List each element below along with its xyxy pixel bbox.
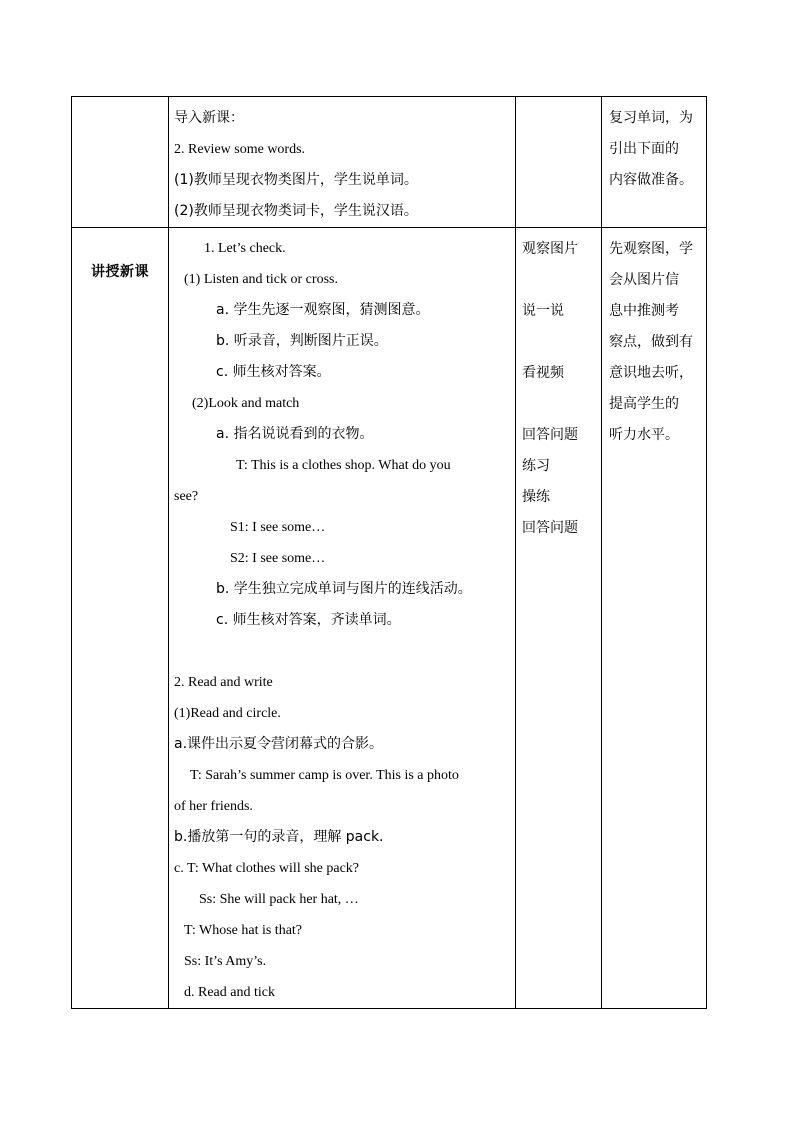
content-line: S2: I see some… (230, 551, 326, 566)
activity-line: 回答问题 (522, 427, 578, 443)
content-line: d. Read and tick (184, 985, 275, 1000)
purpose-line: 复习单词，为 (609, 110, 693, 126)
content-line: b. 听录音，判断图片正误。 (216, 333, 388, 349)
purpose-line: 听力水平。 (609, 427, 679, 443)
activity-line (522, 389, 601, 420)
section-title: 讲授新课 (91, 264, 149, 280)
content-line: c. 师生核对答案，齐读单词。 (216, 612, 401, 628)
content-line: T: This is a clothes shop. What do you (236, 458, 451, 473)
purpose-cell-new-lesson (602, 228, 707, 1009)
content-cell-intro (169, 97, 516, 228)
activity-line: 说一说 (522, 303, 564, 319)
blank-line (174, 636, 509, 667)
content-line: 2. Review some words. (174, 142, 306, 157)
content-line: (2)Look and match (192, 396, 300, 411)
activity-line (522, 327, 601, 358)
purpose-line: 会从图片信 (609, 272, 679, 288)
section-cell (72, 228, 169, 1009)
content-line: T: Whose hat is that? (184, 923, 303, 938)
activity-cell-intro (516, 97, 602, 228)
content-line: a. 指名说说看到的衣物。 (216, 426, 374, 442)
section-cell-empty (72, 97, 169, 228)
content-line: 1. Let’s check. (204, 241, 286, 256)
content-line: see? (174, 489, 199, 504)
content-line: a.课件出示夏令营闭幕式的合影。 (174, 736, 384, 752)
content-line: Ss: It’s Amy’s. (184, 954, 267, 969)
content-cell-new-lesson (169, 228, 516, 1009)
lesson-plan-table (71, 96, 707, 1009)
content-line: (2)教师呈现衣物类词卡，学生说汉语。 (174, 203, 418, 219)
purpose-line: 意识地去听， (609, 365, 693, 381)
content-line: (1) Listen and tick or cross. (184, 272, 338, 287)
purpose-line: 引出下面的 (609, 141, 679, 157)
content-line: (1)教师呈现衣物类图片，学生说单词。 (174, 172, 418, 188)
activity-cell-new-lesson (516, 228, 602, 1009)
purpose-line: 息中推测考 (609, 303, 679, 319)
content-line: c. 师生核对答案。 (216, 364, 331, 380)
table-row-new-lesson (72, 228, 707, 1009)
activity-line: 练习 (522, 458, 550, 474)
activity-line (522, 265, 601, 296)
content-line: b.播放第一句的录音，理解 pack. (174, 829, 384, 845)
content-line: b. 学生独立完成单词与图片的连线活动。 (216, 581, 472, 597)
activity-line: 操练 (522, 489, 550, 505)
purpose-line: 提高学生的 (609, 396, 679, 412)
content-line: c. T: What clothes will she pack? (174, 861, 360, 876)
content-line: Ss: She will pack her hat, … (199, 892, 359, 907)
content-line: 2. Read and write (174, 675, 273, 690)
content-line: T: Sarah’s summer camp is over. This is a photo (190, 768, 459, 783)
activity-line: 回答问题 (522, 520, 578, 536)
content-line: S1: I see some… (230, 520, 326, 535)
purpose-line: 内容做准备。 (609, 172, 693, 188)
content-line: (1)Read and circle. (174, 706, 281, 721)
activity-line: 观察图片 (522, 241, 578, 257)
content-line: a. 学生先逐一观察图，猜测图意。 (216, 302, 430, 318)
activity-line: 看视频 (522, 365, 564, 381)
purpose-cell-intro (602, 97, 707, 228)
table-row-intro (72, 97, 707, 228)
purpose-line: 察点，做到有 (609, 334, 693, 350)
purpose-line: 先观察图，学 (609, 241, 693, 257)
content-line: of her friends. (174, 799, 253, 814)
content-line: 导入新课： (174, 110, 244, 126)
